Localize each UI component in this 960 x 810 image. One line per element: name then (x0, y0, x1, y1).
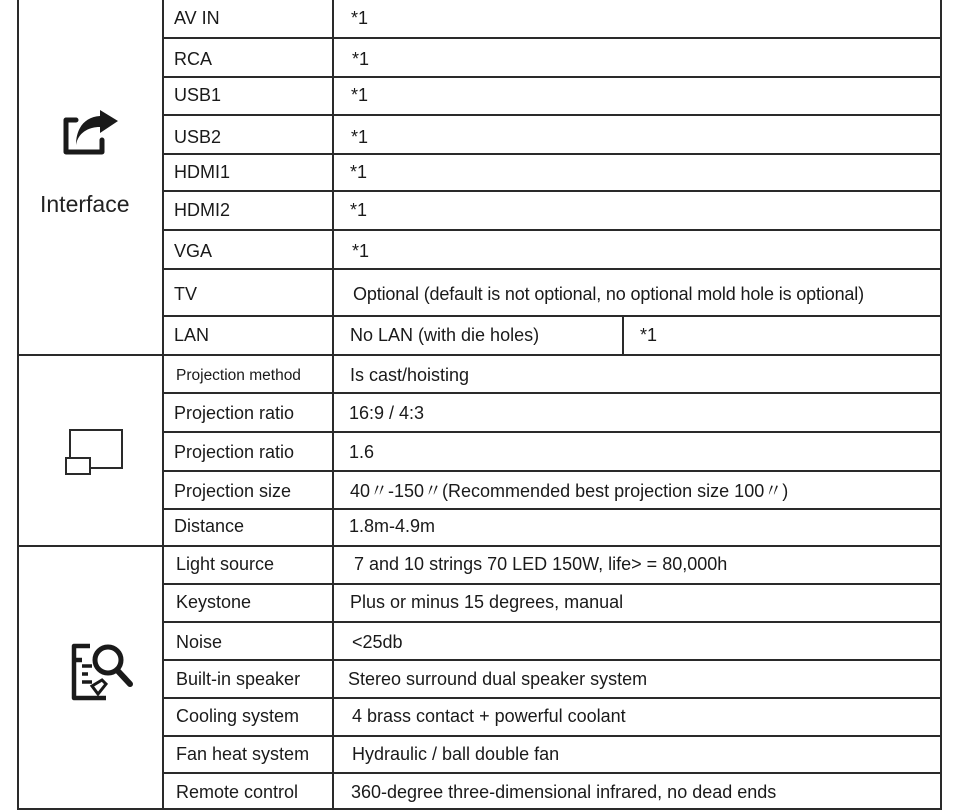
section-divider (17, 545, 942, 547)
spec-value: <25db (352, 632, 403, 652)
spec-value: *1 (351, 8, 369, 28)
spec-name: Built-in speaker (176, 669, 301, 689)
spec-name: Remote control (176, 782, 299, 802)
spec-name: Projection ratio (174, 403, 295, 423)
row-divider (162, 583, 942, 585)
spec-name: VGA (174, 241, 213, 261)
row-divider (162, 190, 942, 192)
spec-name: Keystone (176, 592, 252, 612)
row-divider (162, 268, 942, 270)
spec-name: HDMI2 (174, 200, 231, 220)
table-divider-label (162, 0, 164, 810)
row-divider (162, 772, 942, 774)
spec-value: *1 (351, 127, 369, 147)
spec-name: USB1 (174, 85, 222, 105)
spec-value: *1 (350, 200, 368, 220)
row-divider (162, 114, 942, 116)
spec-value: Optional (default is not optional, no optional mold hole is optional) (353, 284, 864, 304)
table-border-bottom (17, 808, 942, 810)
row-divider (162, 508, 942, 510)
spec-value: No LAN (with die holes) (350, 325, 540, 345)
spec-value: Hydraulic / ball double fan (352, 744, 560, 764)
spec-value: Is cast/hoisting (350, 365, 470, 385)
spec-value: *1 (352, 49, 370, 69)
share-icon (62, 108, 122, 156)
spec-name: USB2 (174, 127, 222, 147)
spec-name: Fan heat system (176, 744, 310, 764)
spec-name: AV IN (174, 8, 220, 28)
spec-value: 40〃-150〃(Recommended best projection size 100〃) (350, 481, 789, 501)
row-divider (162, 470, 942, 472)
table-border-left (17, 0, 19, 810)
section-divider (17, 354, 942, 356)
table-divider-value (332, 0, 334, 810)
section-label-interface: Interface (40, 191, 130, 217)
document-search-icon (68, 640, 134, 702)
spec-extra-value: *1 (640, 325, 658, 345)
table-divider-lan (622, 316, 624, 354)
spec-value: Plus or minus 15 degrees, manual (350, 592, 624, 612)
spec-name: LAN (174, 325, 210, 345)
screen-projection-icon (64, 428, 126, 478)
spec-value: 4 brass contact + powerful coolant (352, 706, 626, 726)
spec-value: 7 and 10 strings 70 LED 150W, life> = 80,000h (354, 554, 728, 574)
spec-value: 16:9 / 4:3 (349, 403, 425, 423)
spec-value: *1 (352, 241, 370, 261)
row-divider (162, 153, 942, 155)
table-border-right (940, 0, 942, 810)
spec-name: RCA (174, 49, 213, 69)
spec-value: *1 (350, 162, 368, 182)
spec-value: Stereo surround dual speaker system (348, 669, 648, 689)
spec-name: HDMI1 (174, 162, 231, 182)
spec-value: 360-degree three-dimensional infrared, no dead ends (351, 782, 777, 802)
row-divider (162, 392, 942, 394)
spec-value: 1.6 (349, 442, 375, 462)
spec-name: Projection method (176, 367, 301, 384)
row-divider (162, 697, 942, 699)
spec-name: Projection size (174, 481, 292, 501)
spec-name: Cooling system (176, 706, 300, 726)
row-divider (162, 315, 942, 317)
row-divider (162, 37, 942, 39)
spec-name: Noise (176, 632, 223, 652)
spec-name: Light source (176, 554, 275, 574)
spec-name: TV (174, 284, 198, 304)
row-divider (162, 229, 942, 231)
row-divider (162, 735, 942, 737)
row-divider (162, 431, 942, 433)
spec-value: *1 (351, 85, 369, 105)
row-divider (162, 76, 942, 78)
spec-name: Distance (174, 516, 245, 536)
spec-value: 1.8m-4.9m (349, 516, 436, 536)
spec-name: Projection ratio (174, 442, 295, 462)
row-divider (162, 621, 942, 623)
row-divider (162, 659, 942, 661)
